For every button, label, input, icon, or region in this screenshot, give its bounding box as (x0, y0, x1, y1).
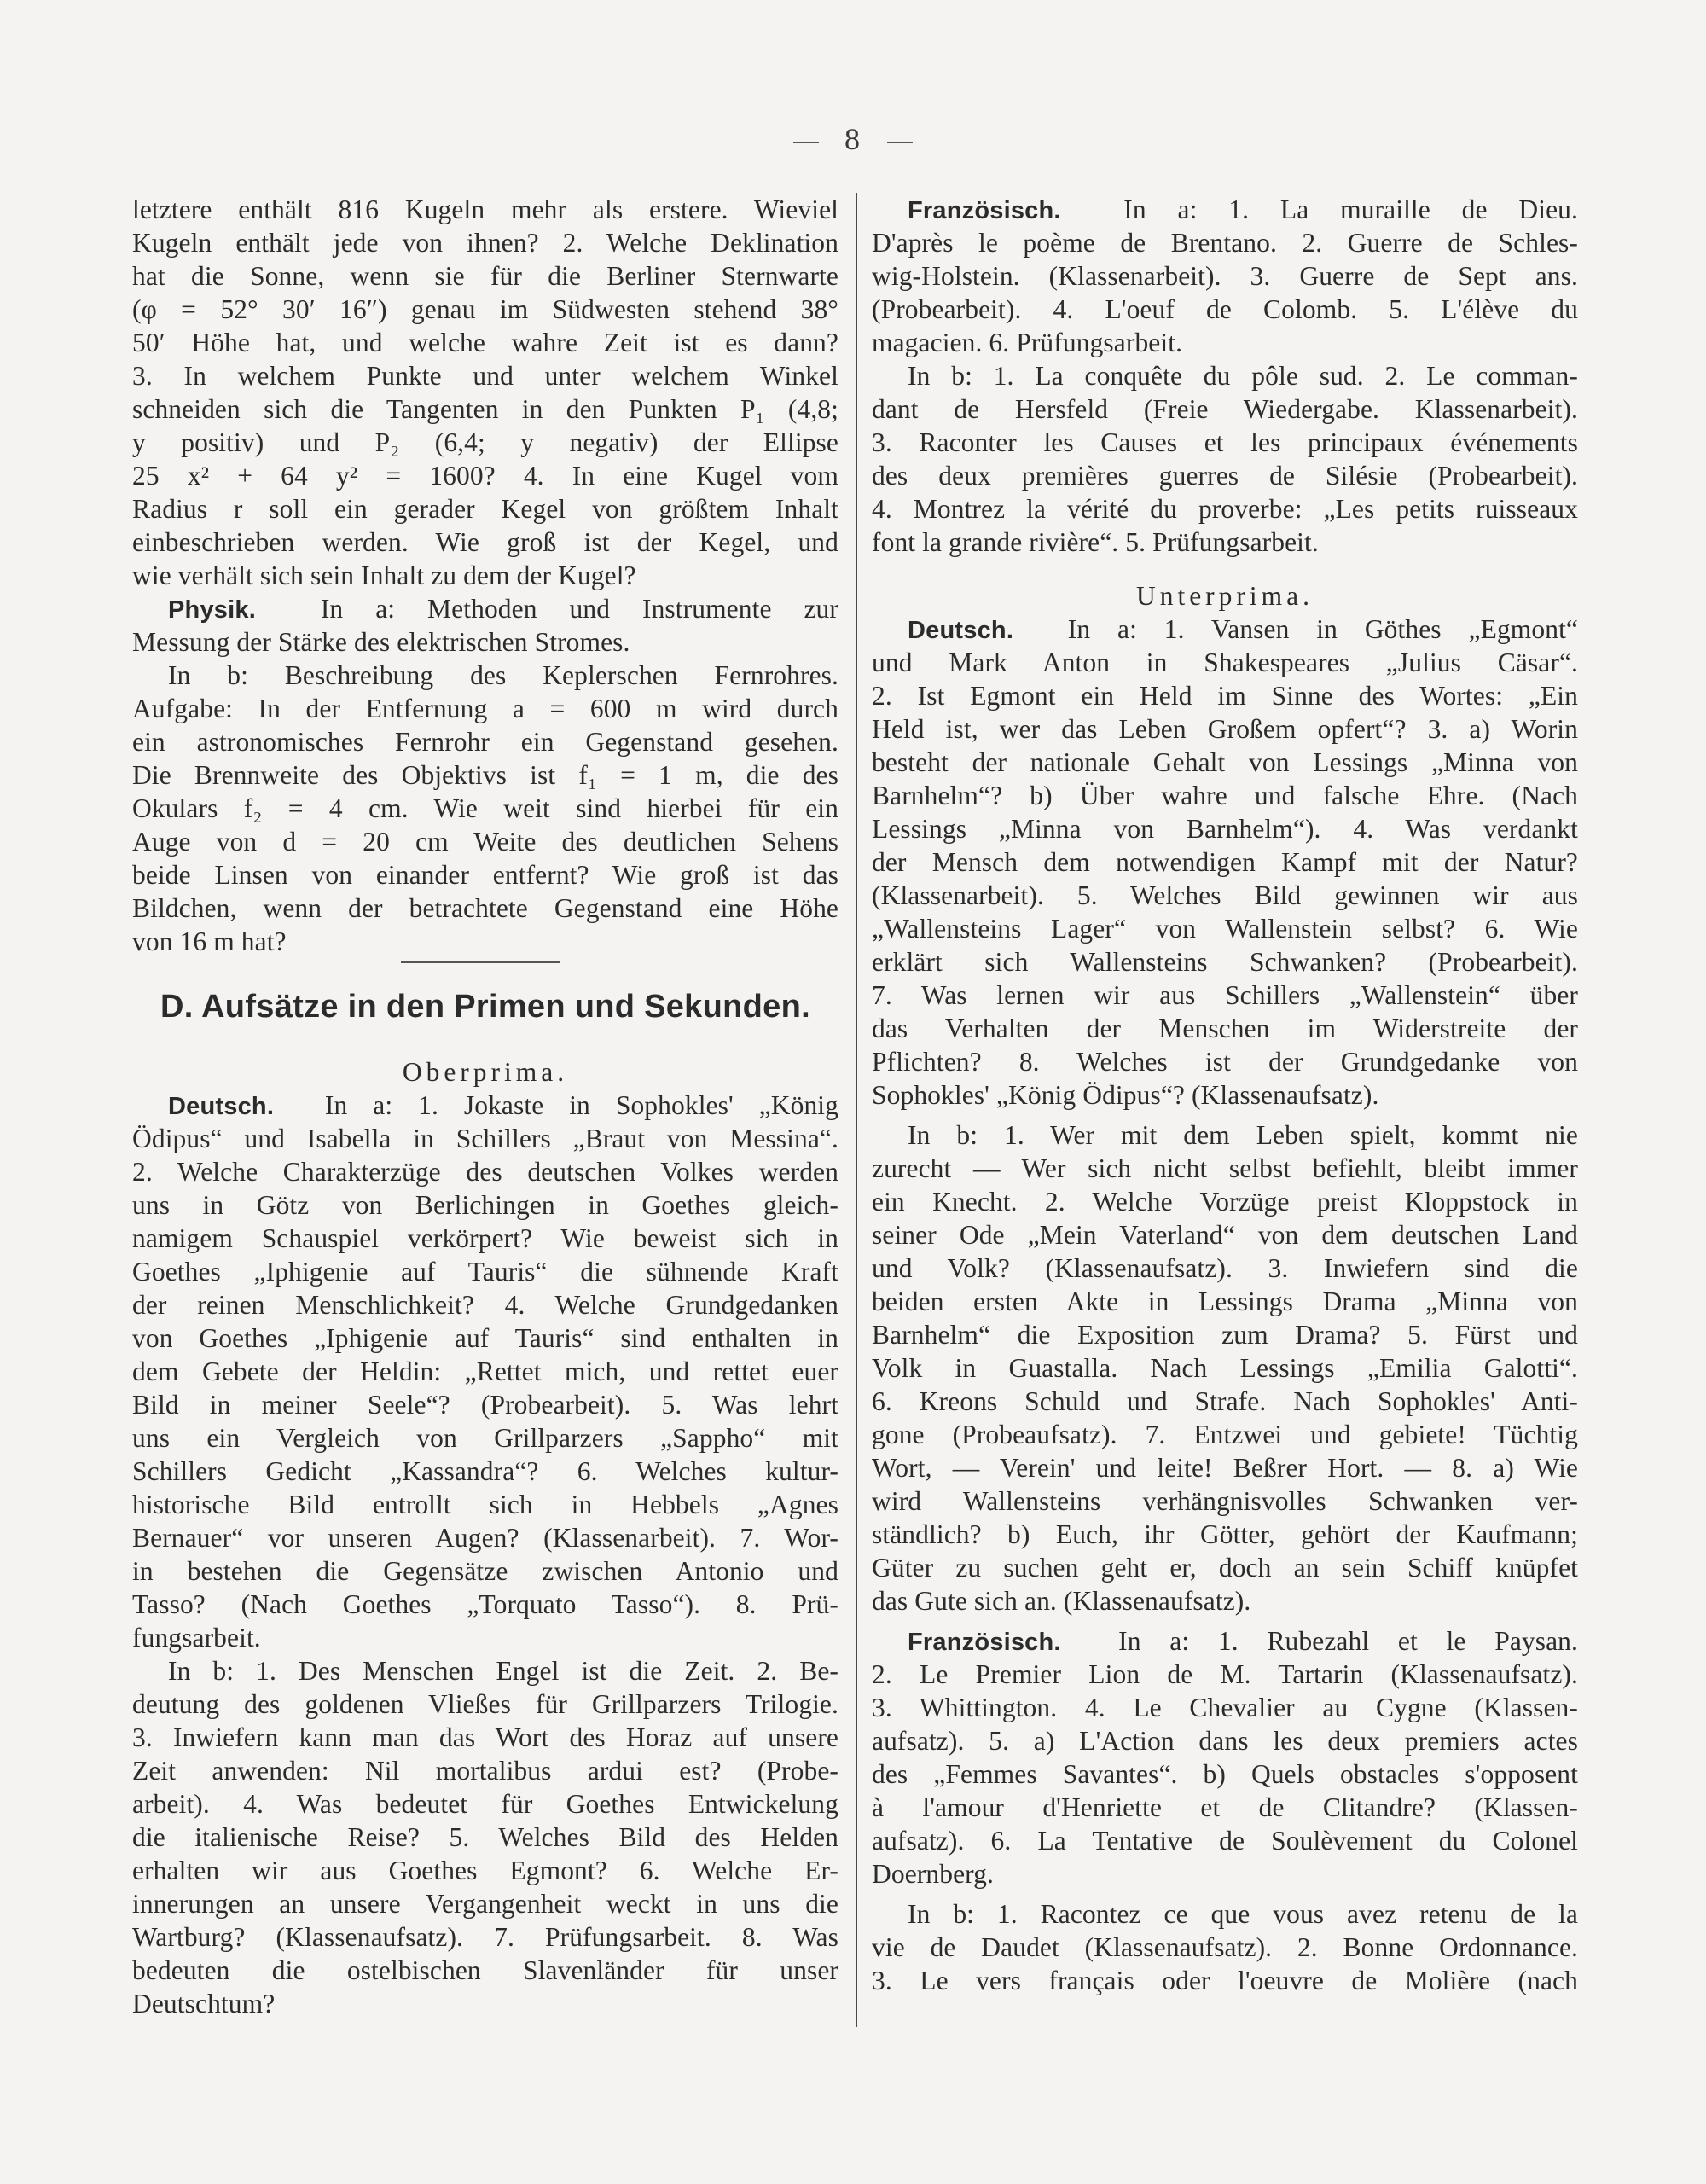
text-line: erklärt sich Wallensteins Schwanken? (Probearbeit). (872, 947, 1578, 977)
text-line: Die Brennweite des Objektivs ist f₁ = 1 m, die des (132, 760, 838, 790)
subject-label-deutsch: Deutsch. (168, 1092, 275, 1120)
text-line: 4. Montrez la vérité du proverbe: „Les petits ruisseaux (872, 494, 1578, 524)
text-line: Auge von d = 20 cm Weite des deutlichen Sehens (132, 827, 838, 857)
text-line: hat die Sonne, wenn sie für die Berliner Sternwarte (132, 261, 838, 291)
text-line: Tasso? (Nach Goethes „Torquato Tasso“). 8. Prü- (132, 1589, 838, 1619)
text-line: von 16 m hat? (132, 926, 287, 956)
text-span: In a: 1. Rubezahl et le Paysan. (1118, 1626, 1579, 1656)
subject-label-physik: Physik. (168, 596, 256, 624)
text-line: Okulars f₂ = 4 cm. Wie weit sind hierbei für ein (132, 793, 838, 823)
franzoesisch-first-line (872, 1624, 1578, 1658)
text-line: das Verhalten der Menschen im Widerstreite der (872, 1014, 1578, 1043)
text-line: und Mark Anton in Shakespeares „Julius Cäsar“. (872, 648, 1578, 677)
text-line: 3. Raconter les Causes et les principaux événements (872, 427, 1578, 457)
text-line: In b: 1. Des Menschen Engel ist die Zeit. 2. Be- (168, 1655, 838, 1686)
text-line: Volk in Guastalla. Nach Lessings „Emilia Galotti“. (872, 1353, 1578, 1383)
text-line: seiner Ode „Mein Vaterland“ von dem deutschen Land (872, 1220, 1578, 1250)
text-line: Pflichten? 8. Welches ist der Grundgedanke von (872, 1047, 1578, 1077)
oberprima-franzoesisch-section (872, 193, 1578, 559)
text-line: arbeit). 4. Was bedeutet für Goethes Entwickelung (132, 1788, 838, 1819)
mathematik-continuation (132, 193, 838, 592)
text-line: das Gute sich an. (Klassenaufsatz). (872, 1586, 1251, 1616)
header-dash-left (793, 142, 819, 143)
text-line: aufsatz). 6. La Tentative de Soulèvement du Colonel (872, 1826, 1578, 1856)
text-line: in bestehen die Gegensätze zwischen Antonio und (132, 1555, 838, 1586)
text-line: D'après le poème de Brentano. 2. Guerre de Schles- (872, 228, 1578, 258)
subject-label-franzoesisch: Französisch. (908, 1629, 1061, 1656)
text-line: Bild in meiner Seele“? (Probearbeit). 5. Was lehrt (132, 1389, 838, 1420)
text-line: 6. Kreons Schuld und Strafe. Nach Sophokles' Anti- (872, 1386, 1578, 1416)
text-line: 3. Le vers français oder l'oeuvre de Molière (nach (872, 1966, 1578, 1995)
text-line: Radius r soll ein gerader Kegel von größtem Inhalt (132, 494, 838, 524)
text-line: der Mensch dem notwendigen Kampf mit der Natur? (872, 847, 1578, 877)
subject-label-franzoesisch: Französisch. (908, 197, 1061, 224)
text-line: beide Linsen von einander entfernt? Wie groß ist das (132, 860, 838, 890)
text-line: bedeuten die ostelbischen Slavenländer für unser (132, 1955, 838, 1985)
text-line: fungsarbeit. (132, 1622, 261, 1653)
text-line: gone (Probeaufsatz). 7. Entzwei und gebiete! Tüchtig (872, 1420, 1578, 1449)
right-column (872, 193, 1578, 1997)
text-line: Doernberg. (872, 1859, 994, 1889)
text-line: von Goethes „Iphigenie auf Tauris“ sind enthalten in (132, 1322, 838, 1353)
text-line: innerungen an unsere Vergangenheit weckt in uns die (132, 1888, 838, 1919)
text-line: In b: Beschreibung des Keplerschen Fernrohres. (168, 660, 838, 690)
class-heading-oberprima: Oberprima. (402, 1056, 569, 1087)
text-line: Lessings „Minna von Barnhelm“). 4. Was verdankt (872, 814, 1578, 844)
text-line: uns ein Vergleich von Grillparzers „Sappho“ mit (132, 1422, 838, 1453)
text-line: vie de Daudet (Klassenaufsatz). 2. Bonne Ordonnance. (872, 1932, 1578, 1962)
text-line: à l'amour d'Henriette et de Clitandre? (Klassen- (872, 1792, 1578, 1822)
left-column (132, 193, 838, 2020)
text-line: schneiden sich die Tangenten in den Punkten P₁ (4,8; (132, 394, 838, 424)
text-line: aufsatz). 5. a) L'Action dans les deux premiers actes (872, 1726, 1578, 1756)
text-line: Wartburg? (Klassenaufsatz). 7. Prüfungsarbeit. 8. Was (132, 1921, 838, 1952)
text-line: In b: 1. Racontez ce que vous avez retenu de la (908, 1899, 1578, 1929)
text-line: Sophokles' „König Ödipus“? (Klassenaufsatz). (872, 1080, 1379, 1110)
class-heading-unterprima: Unterprima. (1135, 581, 1314, 611)
text-line: Barnhelm“ die Exposition zum Drama? 5. Fürst und (872, 1320, 1578, 1350)
spacer (872, 1891, 1578, 1897)
text-line: Held ist, wer das Leben Großem opfert“? 3. a) Worin (872, 714, 1578, 744)
text-line: des „Femmes Savantes“. b) Quels obstacles s'opposent (872, 1759, 1578, 1789)
text-line: historische Bild entrollt sich in Hebbels „Agnes (132, 1489, 838, 1519)
text-line: Aufgabe: In der Entfernung a = 600 m wird durch (132, 694, 838, 723)
text-line: Wort, — Verein' und leite! Beßrer Hort. — 8. a) Wie (872, 1453, 1578, 1483)
text-line: einbeschrieben werden. Wie groß ist der Kegel, und (132, 527, 838, 557)
text-line: dant de Hersfeld (Freie Wiedergabe. Klassenarbeit). (872, 394, 1578, 424)
text-line: ein Knecht. 2. Welche Vorzüge preist Kloppstock in (872, 1187, 1578, 1217)
page-header (0, 121, 1706, 157)
text-line: Goethes „Iphigenie auf Tauris“ die sühnende Kraft (132, 1256, 838, 1287)
deutsch-first-line (872, 613, 1578, 646)
text-line: „Wallensteins Lager“ von Wallenstein selbst? 6. Wie (872, 914, 1578, 944)
text-line: uns in Götz von Berlichingen in Goethes gleich- (132, 1189, 838, 1220)
text-line: besteht der nationale Gehalt von Lessings „Minna von (872, 747, 1578, 777)
spacer (872, 1112, 1578, 1118)
section-separator-rule (401, 961, 560, 963)
text-line: 3. In welchem Punkte und unter welchem Winkel (132, 361, 838, 391)
text-line: y positiv) und P₂ (6,4; y negativ) der Ellipse (132, 427, 838, 457)
text-line: 2. Welche Charakterzüge des deutschen Volkes werden (132, 1156, 838, 1187)
text-line: 2. Le Premier Lion de M. Tartarin (Klassenaufsatz). (872, 1659, 1578, 1689)
text-line: beiden ersten Akte in Lessings Drama „Minna von (872, 1287, 1578, 1316)
text-line: Barnhelm“? b) Über wahre und falsche Ehre. (Nach (872, 781, 1578, 810)
text-line: namigem Schauspiel verkörpert? Wie beweist sich in (132, 1223, 838, 1253)
text-span: In a: 1. Vansen in Göthes „Egmont“ (1067, 614, 1578, 644)
unterprima-deutsch-section (872, 613, 1578, 1618)
text-line: (Probearbeit). 4. L'oeuf de Colomb. 5. L'élève du (872, 294, 1578, 324)
franzoesisch-first-line (872, 193, 1578, 226)
text-line: deutung des goldenen Vließes für Grillparzers Trilogie. (132, 1688, 838, 1719)
text-line: (φ = 52° 30′ 16″) genau im Südwesten stehend 38° (132, 294, 838, 324)
text-span: In a: Methoden und Instrumente zur (320, 594, 838, 624)
text-line: 50′ Höhe hat, und welche wahre Zeit ist es dann? (132, 328, 838, 357)
text-line: der reinen Menschlichkeit? 4. Welche Grundgedanken (132, 1289, 838, 1320)
text-line: des deux premières guerres de Silésie (Probearbeit). (872, 461, 1578, 491)
text-line: magacien. 6. Prüfungsarbeit. (872, 328, 1183, 357)
column-divider (856, 193, 857, 2027)
text-line: zurecht — Wer sich nicht selbst befiehlt, bleibt immer (872, 1153, 1578, 1183)
text-line: Bildchen, wenn der betrachtete Gegenstand eine Höhe (132, 893, 838, 923)
spacer (872, 1618, 1578, 1624)
deutsch-first-line (132, 1089, 838, 1122)
text-line: Messung der Stärke des elektrischen Stromes. (132, 627, 630, 657)
text-line: Güter zu suchen geht er, doch an sein Schiff knüpfet (872, 1553, 1578, 1583)
section-heading-d: D. Aufsätze in den Primen und Sekunden. (160, 989, 810, 1025)
text-line: 2. Ist Egmont ein Held im Sinne des Wortes: „Ein (872, 681, 1578, 711)
text-line: die italienische Reise? 5. Welches Bild des Helden (132, 1821, 838, 1852)
text-line: font la grande rivière“. 5. Prüfungsarbeit. (872, 527, 1319, 557)
text-line: letztere enthält 816 Kugeln mehr als erstere. Wieviel (132, 195, 838, 224)
text-line: (Klassenarbeit). 5. Welches Bild gewinnen wir aus (872, 880, 1578, 910)
text-line: und Volk? (Klassenaufsatz). 3. Inwiefern sind die (872, 1253, 1578, 1283)
text-line: ständlich? b) Euch, ihr Götter, gehört der Kaufmann; (872, 1519, 1578, 1549)
physik-first-line (132, 592, 838, 625)
unterprima-franzoesisch-section (872, 1624, 1578, 1997)
header-dash-right (887, 142, 913, 143)
text-span: In a: 1. La muraille de Dieu. (1123, 195, 1578, 224)
text-line: Bernauer“ vor unseren Augen? (Klassenarbeit). 7. Wor- (132, 1522, 838, 1553)
text-line: Kugeln enthält jede von ihnen? 2. Welche Deklination (132, 228, 838, 258)
text-line: Deutschtum? (132, 1988, 276, 2018)
text-line: In b: 1. Wer mit dem Leben spielt, kommt nie (908, 1120, 1578, 1150)
spacer (872, 559, 1578, 579)
text-line: 7. Was lernen wir aus Schillers „Wallenstein“ über (872, 980, 1578, 1010)
text-line: In b: 1. La conquête du pôle sud. 2. Le comman- (908, 361, 1578, 391)
text-line: 25 x² + 64 y² = 1600? 4. In eine Kugel vom (132, 461, 838, 491)
text-span: In a: 1. Jokaste in Sophokles' „König (324, 1089, 839, 1120)
subject-label-deutsch: Deutsch. (908, 617, 1014, 644)
text-line: dem Gebete der Heldin: „Rettet mich, und rettet euer (132, 1356, 838, 1386)
page-number: 8 (844, 122, 862, 156)
text-line: Ödipus“ und Isabella in Schillers „Braut von Messina“. (132, 1123, 838, 1153)
text-line: Zeit anwenden: Nil mortalibus ardui est? (Probe- (132, 1755, 838, 1786)
text-line: 3. Whittington. 4. Le Chevalier au Cygne (Klassen- (872, 1693, 1578, 1722)
text-line: Schillers Gedicht „Kassandra“? 6. Welches kultur- (132, 1455, 838, 1486)
physik-section (132, 592, 838, 958)
text-line: erhalten wir aus Goethes Egmont? 6. Welche Er- (132, 1855, 838, 1885)
text-line: wird Wallensteins verhängnisvolles Schwanken ver- (872, 1486, 1578, 1516)
oberprima-deutsch-section (132, 1089, 838, 2020)
text-line: 3. Inwiefern kann man das Wort des Horaz auf unsere (132, 1722, 838, 1752)
text-line: wig-Holstein. (Klassenarbeit). 3. Guerre de Sept ans. (872, 261, 1578, 291)
text-line: ein astronomisches Fernrohr ein Gegenstand gesehen. (132, 727, 838, 757)
text-line: wie verhält sich sein Inhalt zu dem der Kugel? (132, 561, 636, 590)
